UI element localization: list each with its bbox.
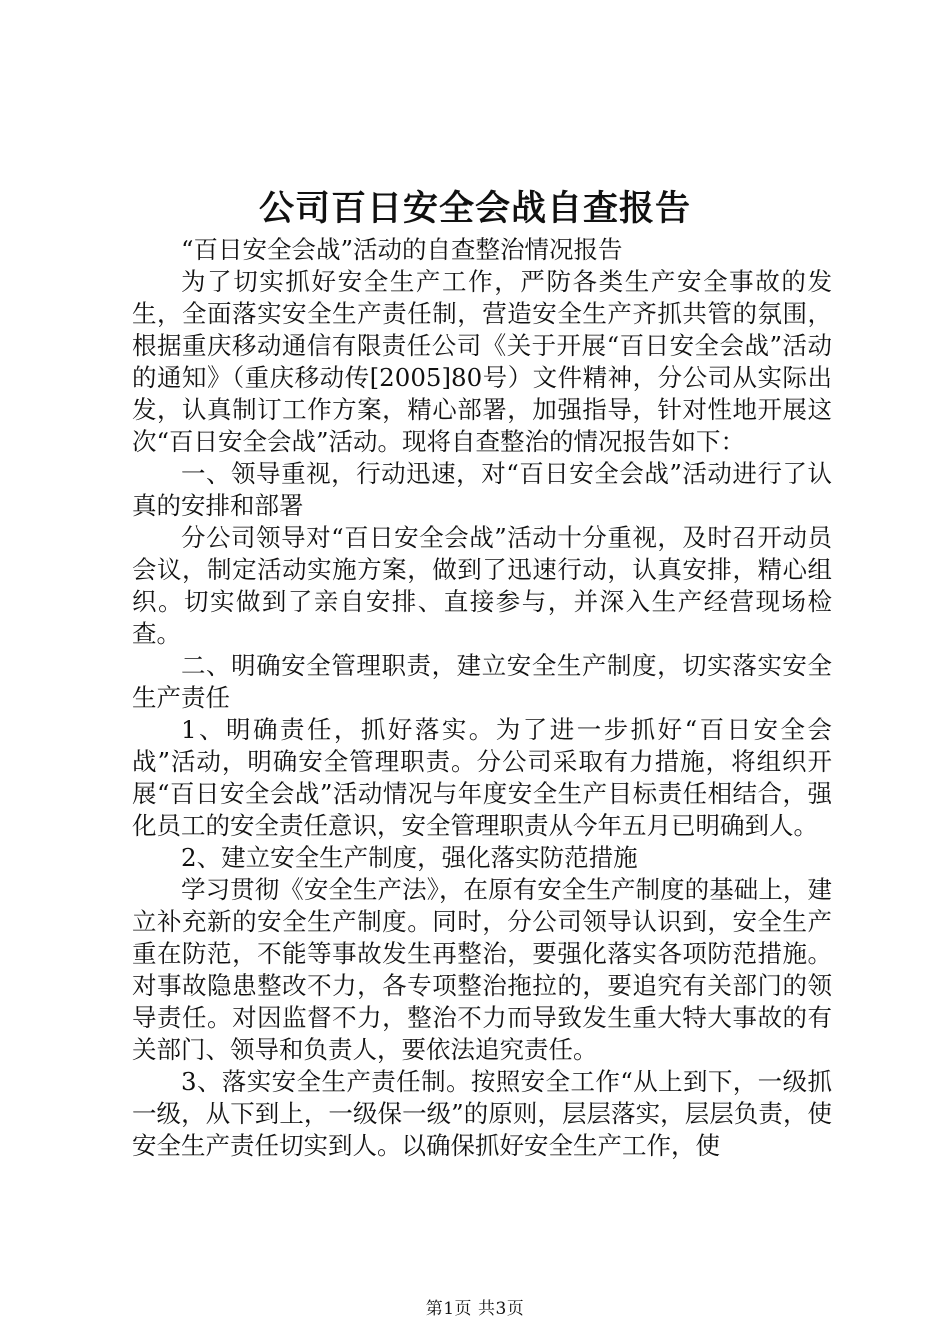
section-heading-1: 一、领导重视，行动迅速，对“百日安全会战”活动进行了认真的安排和部署	[132, 459, 832, 520]
section-heading-2: 二、明确安全管理职责，建立安全生产制度，切实落实安全生产责任	[132, 651, 832, 712]
body-paragraph: 分公司领导对“百日安全会战”活动十分重视，及时召开动员会议，制定活动实施方案，做到了迅速行动，认真安排，精心组织。切实做到了亲自安排、直接参与，并深入生产经营现场检查。	[132, 523, 832, 648]
document-title: 公司百日安全会战自查报告	[258, 188, 691, 229]
intro-paragraph: 为了切实抓好安全生产工作，严防各类生产安全事故的发生，全面落实安全生产责任制，营造安全生产齐抓共管的氛围，根据重庆移动通信有限责任公司《关于开展“百日安全会战”活动的通知》（重庆移动传[2005]80号）文件精神，分公司从实际出发，认真制订工作方案，精心部署，加强指导，针对性地开展这次“百日安全会战”活动。现将自查整治的情况报告如下：	[132, 267, 832, 456]
subsection-heading: 2、建立安全生产制度，强化落实防范措施	[181, 843, 638, 872]
body-paragraph: 1、明确责任，抓好落实。为了进一步抓好“百日安全会战”活动，明确安全管理职责。分公司采取有力措施，将组织开展“百日安全会战”活动情况与年度安全生产目标责任相结合，强化员工的安全责任意识，安全管理职责从今年五月已明确到人。	[132, 715, 832, 840]
body-paragraph: 学习贯彻《安全生产法》，在原有安全生产制度的基础上，建立补充新的安全生产制度。同时，分公司领导认识到，安全生产重在防范，不能等事故发生再整治，要强化落实各项防范措施。对事故隐患整改不力，各专项整治拖拉的，要追究有关部门的领导责任。对因监督不力，整治不力而导致发生重大特大事故的有关部门、领导和负责人，要依法追究责任。	[132, 875, 832, 1064]
page-number-footer: 第1页 共3页	[425, 1299, 525, 1319]
document-body	[132, 234, 832, 1162]
body-paragraph: 3、落实安全生产责任制。按照安全工作“从上到下，一级抓一级，从下到上，一级保一级”的原则，层层落实，层层负责，使安全生产责任切实到人。以确保抓好安全生产工作，使	[132, 1067, 832, 1160]
subtitle-paragraph: “百日安全会战”活动的自查整治情况报告	[181, 235, 623, 264]
